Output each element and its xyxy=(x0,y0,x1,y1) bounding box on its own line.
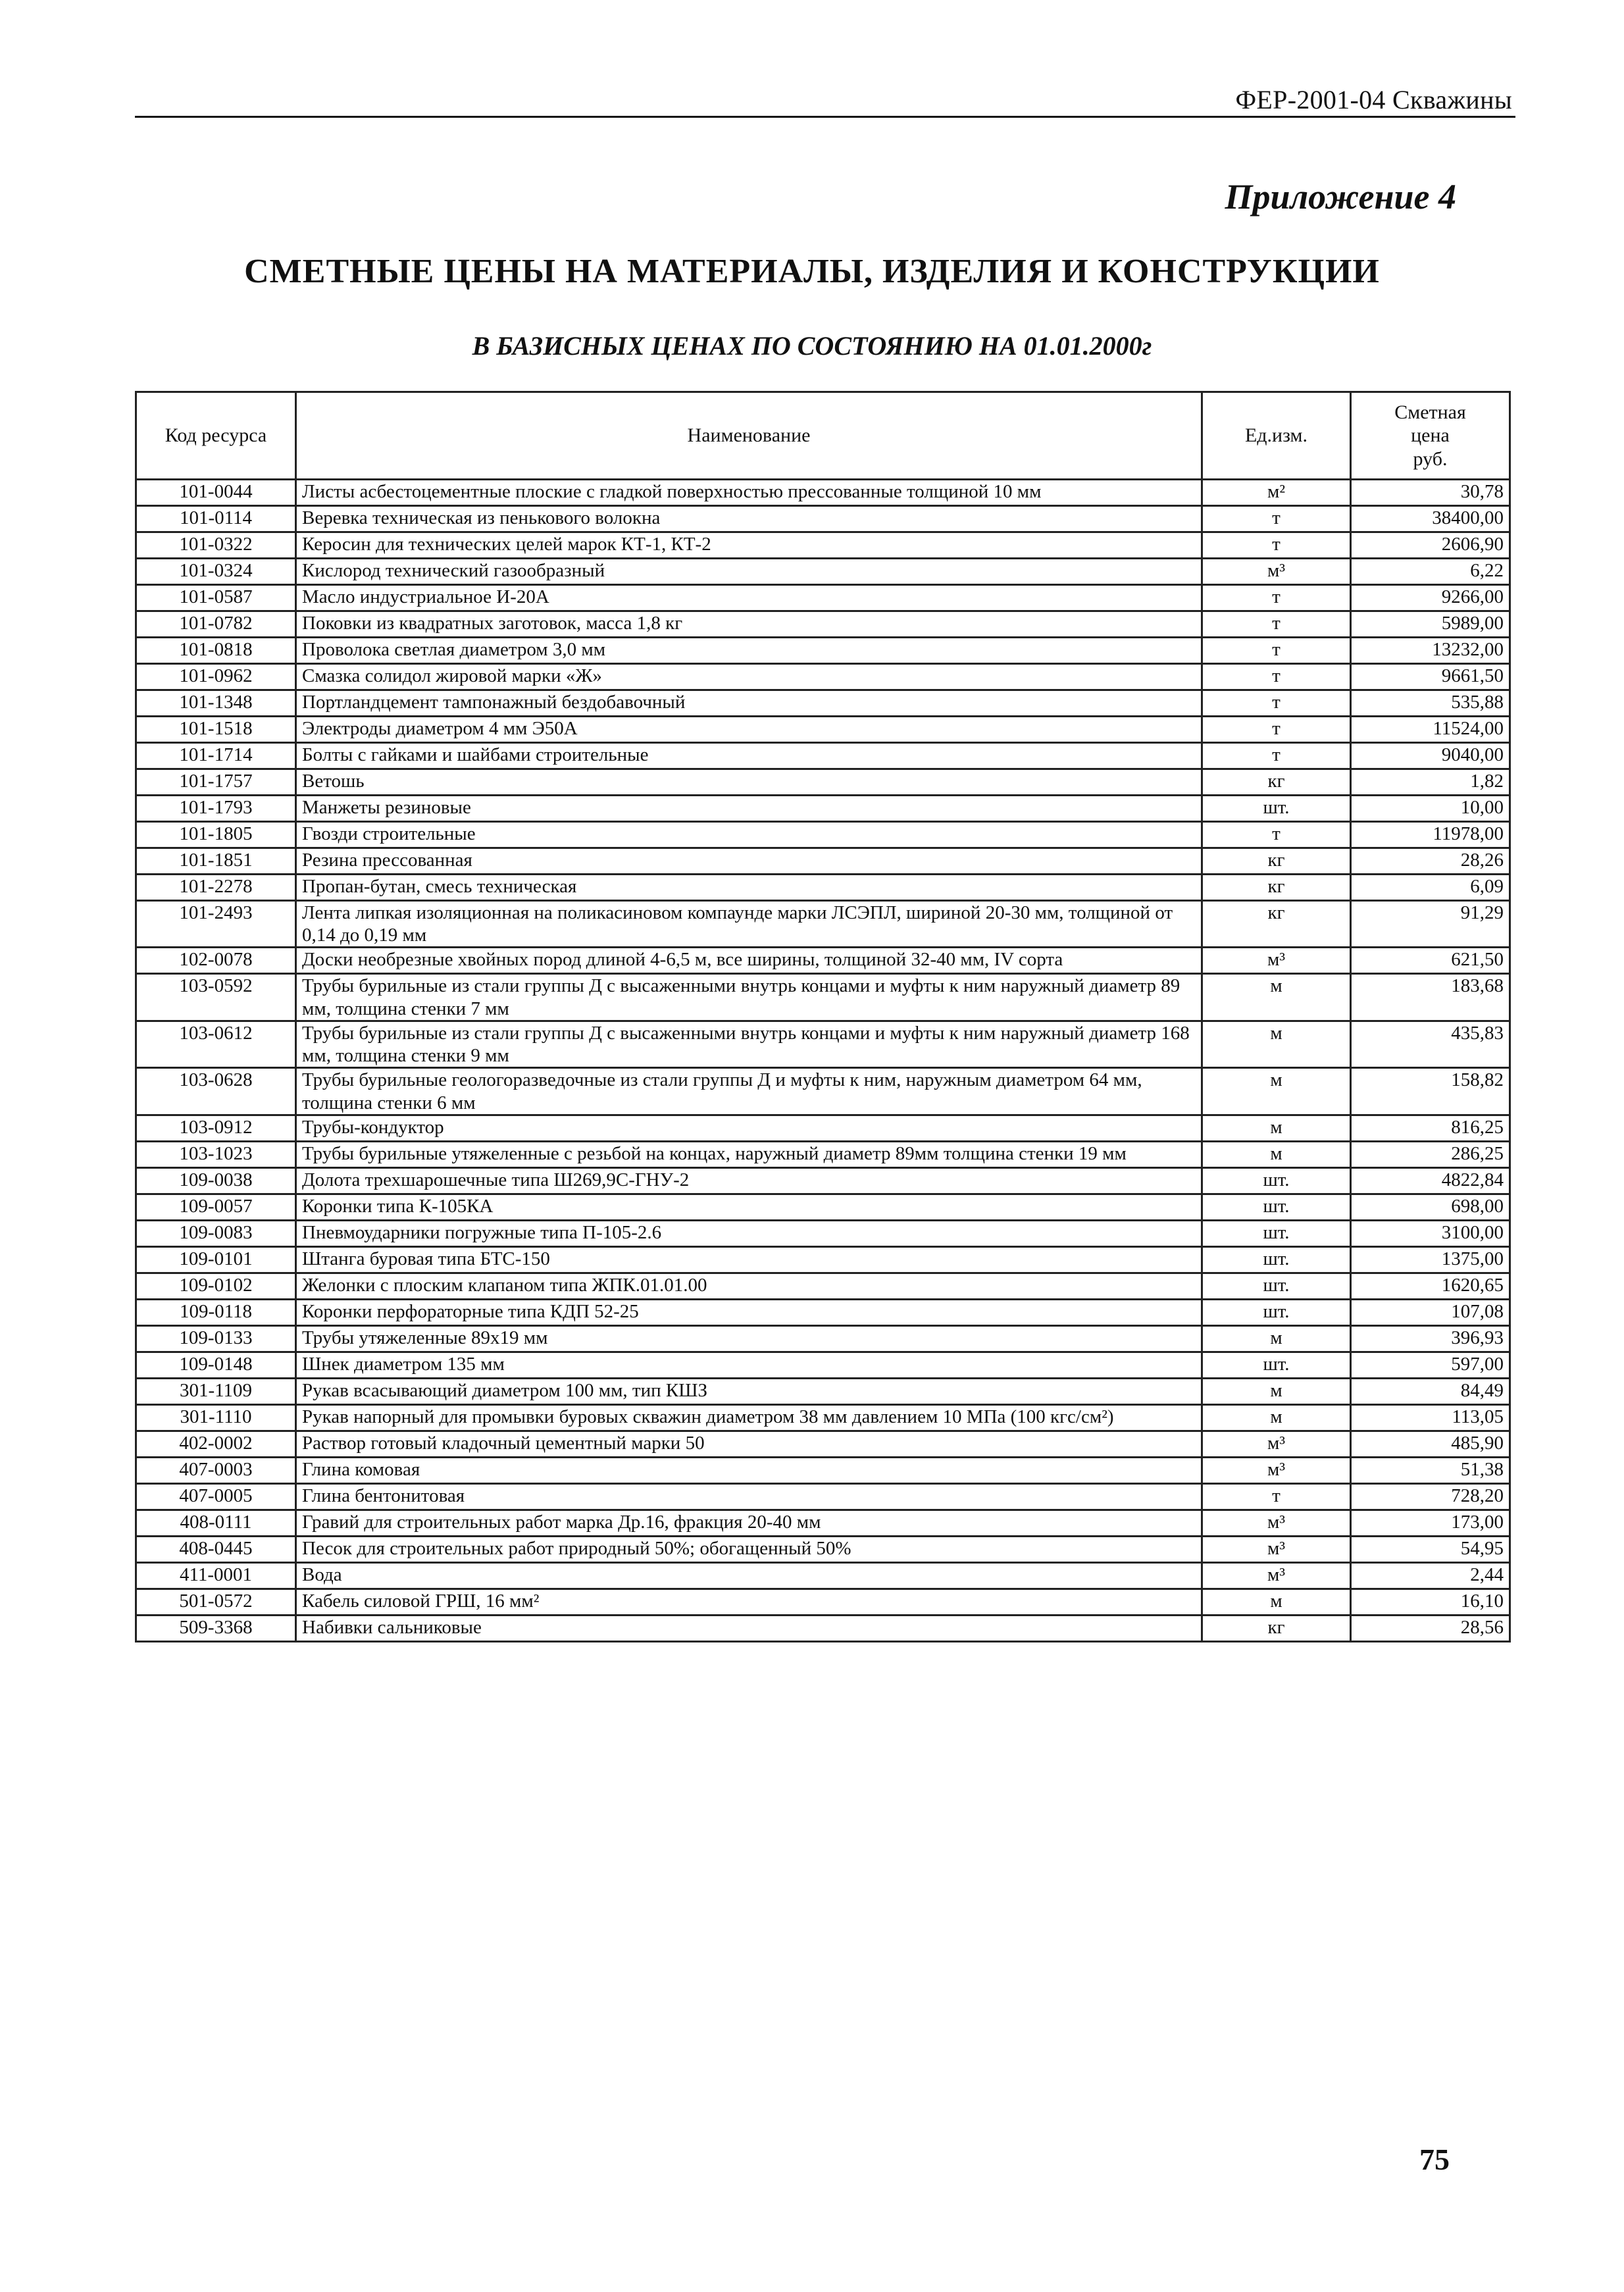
cell-price: 2606,90 xyxy=(1351,532,1510,559)
cell-price: 435,83 xyxy=(1351,1021,1510,1067)
cell-code: 408-0111 xyxy=(136,1510,296,1536)
cell-code: 101-0322 xyxy=(136,532,296,559)
cell-price: 286,25 xyxy=(1351,1141,1510,1167)
cell-price: 1375,00 xyxy=(1351,1246,1510,1273)
cell-price: 9266,00 xyxy=(1351,585,1510,611)
table-row xyxy=(136,638,1510,664)
cell-price: 396,93 xyxy=(1351,1325,1510,1352)
table-row xyxy=(136,1457,1510,1483)
cell-code: 101-0782 xyxy=(136,611,296,638)
table-row xyxy=(136,1510,1510,1536)
cell-price: 10,00 xyxy=(1351,796,1510,822)
cell-name: Пневмоударники погружные типа П-105-2.6 xyxy=(296,1220,1202,1246)
cell-name: Глина бентонитовая xyxy=(296,1483,1202,1510)
cell-unit: т xyxy=(1202,664,1351,690)
cell-unit: т xyxy=(1202,532,1351,559)
cell-unit: м xyxy=(1202,1115,1351,1141)
cell-code: 103-0612 xyxy=(136,1021,296,1067)
column-header-price-line1: Сметная xyxy=(1394,401,1466,423)
cell-name: Трубы бурильные из стали группы Д с высаженными внутрь концами и муфты к ним наружный диаметр 168 мм, толщина стенки 9 мм xyxy=(296,1021,1202,1067)
cell-name: Портландцемент тампонажный бездобавочный xyxy=(296,690,1202,717)
cell-name: Кислород технический газообразный xyxy=(296,559,1202,585)
cell-name: Масло индустриальное И-20А xyxy=(296,585,1202,611)
table-row xyxy=(136,1536,1510,1562)
cell-unit: т xyxy=(1202,611,1351,638)
cell-unit: м³ xyxy=(1202,1457,1351,1483)
table-row xyxy=(136,1431,1510,1457)
cell-price: 91,29 xyxy=(1351,901,1510,948)
table-row xyxy=(136,1378,1510,1404)
column-header-code: Код ресурса xyxy=(136,392,296,480)
cell-name: Трубы утяжеленные 89х19 мм xyxy=(296,1325,1202,1352)
cell-name: Смазка солидол жировой марки «Ж» xyxy=(296,664,1202,690)
table-row xyxy=(136,1115,1510,1141)
cell-code: 103-0912 xyxy=(136,1115,296,1141)
cell-unit: шт. xyxy=(1202,1220,1351,1246)
cell-name: Шнек диаметром 135 мм xyxy=(296,1352,1202,1378)
table-row xyxy=(136,901,1510,948)
table-row xyxy=(136,611,1510,638)
table-header-row xyxy=(136,392,1510,480)
cell-unit: м² xyxy=(1202,480,1351,506)
cell-price: 54,95 xyxy=(1351,1536,1510,1562)
column-header-name: Наименование xyxy=(296,392,1202,480)
cell-price: 816,25 xyxy=(1351,1115,1510,1141)
cell-name: Проволока светлая диаметром 3,0 мм xyxy=(296,638,1202,664)
cell-code: 101-0587 xyxy=(136,585,296,611)
cell-price: 107,08 xyxy=(1351,1299,1510,1325)
cell-unit: м xyxy=(1202,1068,1351,1115)
cell-name: Коронки перфораторные типа КДП 52-25 xyxy=(296,1299,1202,1325)
table-row xyxy=(136,875,1510,901)
cell-name: Манжеты резиновые xyxy=(296,796,1202,822)
table-row xyxy=(136,690,1510,717)
cell-code: 301-1110 xyxy=(136,1404,296,1431)
appendix-label: Приложение 4 xyxy=(1225,177,1456,216)
cell-name: Трубы-кондуктор xyxy=(296,1115,1202,1141)
header-divider xyxy=(135,116,1515,118)
cell-code: 109-0038 xyxy=(136,1167,296,1194)
cell-name: Кабель силовой ГРШ, 16 мм² xyxy=(296,1589,1202,1615)
cell-name: Керосин для технических целей марок КТ-1, КТ-2 xyxy=(296,532,1202,559)
table-row xyxy=(136,1167,1510,1194)
cell-code: 407-0005 xyxy=(136,1483,296,1510)
table-row xyxy=(136,948,1510,974)
cell-name: Глина комовая xyxy=(296,1457,1202,1483)
cell-code: 402-0002 xyxy=(136,1431,296,1457)
cell-name: Поковки из квадратных заготовок, масса 1,8 кг xyxy=(296,611,1202,638)
cell-name: Лента липкая изоляционная на поликасиновом компаунде марки ЛСЭПЛ, шириной 20-30 мм, толщиной от 0,14 до 0,19 мм xyxy=(296,901,1202,948)
cell-unit: кг xyxy=(1202,848,1351,875)
table-row xyxy=(136,796,1510,822)
cell-code: 109-0101 xyxy=(136,1246,296,1273)
cell-unit: м xyxy=(1202,1589,1351,1615)
cell-name: Желонки с плоским клапаном типа ЖПК.01.01.00 xyxy=(296,1273,1202,1299)
cell-price: 11978,00 xyxy=(1351,822,1510,848)
cell-code: 109-0083 xyxy=(136,1220,296,1246)
cell-code: 408-0445 xyxy=(136,1536,296,1562)
cell-price: 28,56 xyxy=(1351,1615,1510,1641)
cell-price: 9040,00 xyxy=(1351,743,1510,769)
table-row xyxy=(136,1615,1510,1641)
cell-unit: шт. xyxy=(1202,1352,1351,1378)
cell-price: 2,44 xyxy=(1351,1562,1510,1589)
cell-unit: м³ xyxy=(1202,559,1351,585)
cell-unit: м xyxy=(1202,1325,1351,1352)
cell-price: 4822,84 xyxy=(1351,1167,1510,1194)
table-row xyxy=(136,1068,1510,1115)
cell-price: 485,90 xyxy=(1351,1431,1510,1457)
cell-code: 501-0572 xyxy=(136,1589,296,1615)
table-row xyxy=(136,480,1510,506)
cell-code: 109-0148 xyxy=(136,1352,296,1378)
table-row xyxy=(136,1141,1510,1167)
cell-name: Резина прессованная xyxy=(296,848,1202,875)
cell-price: 1620,65 xyxy=(1351,1273,1510,1299)
cell-unit: м xyxy=(1202,1404,1351,1431)
column-header-price-line3: руб. xyxy=(1413,447,1448,470)
cell-price: 173,00 xyxy=(1351,1510,1510,1536)
cell-code: 109-0118 xyxy=(136,1299,296,1325)
cell-unit: т xyxy=(1202,690,1351,717)
cell-price: 183,68 xyxy=(1351,974,1510,1021)
cell-code: 102-0078 xyxy=(136,948,296,974)
cell-unit: т xyxy=(1202,717,1351,743)
cell-name: Рукав всасывающий диаметром 100 мм, тип КШЗ xyxy=(296,1378,1202,1404)
cell-unit: шт. xyxy=(1202,1299,1351,1325)
table-row xyxy=(136,506,1510,532)
cell-unit: м³ xyxy=(1202,1431,1351,1457)
cell-name: Пропан-бутан, смесь техническая xyxy=(296,875,1202,901)
cell-code: 103-0592 xyxy=(136,974,296,1021)
column-header-unit: Ед.изм. xyxy=(1202,392,1351,480)
cell-code: 301-1109 xyxy=(136,1378,296,1404)
cell-name: Электроды диаметром 4 мм Э50А xyxy=(296,717,1202,743)
cell-code: 407-0003 xyxy=(136,1457,296,1483)
table-row xyxy=(136,1220,1510,1246)
cell-unit: шт. xyxy=(1202,1273,1351,1299)
table-row xyxy=(136,822,1510,848)
table-row xyxy=(136,848,1510,875)
cell-name: Трубы бурильные утяжеленные с резьбой на концах, наружный диаметр 89мм толщина стенки 19 мм xyxy=(296,1141,1202,1167)
cell-price: 16,10 xyxy=(1351,1589,1510,1615)
cell-code: 101-0114 xyxy=(136,506,296,532)
table-row xyxy=(136,532,1510,559)
table-row xyxy=(136,1273,1510,1299)
cell-price: 51,38 xyxy=(1351,1457,1510,1483)
table-row xyxy=(136,559,1510,585)
cell-code: 109-0102 xyxy=(136,1273,296,1299)
page-subtitle: В БАЗИСНЫХ ЦЕНАХ ПО СОСТОЯНИЮ НА 01.01.2000г xyxy=(472,331,1152,361)
cell-code: 101-1714 xyxy=(136,743,296,769)
cell-name: Листы асбестоцементные плоские с гладкой поверхностью прессованные толщиной 10 мм xyxy=(296,480,1202,506)
page-number: 75 xyxy=(1419,2143,1450,2176)
cell-price: 38400,00 xyxy=(1351,506,1510,532)
cell-name: Веревка техническая из пенькового волокна xyxy=(296,506,1202,532)
cell-name: Набивки сальниковые xyxy=(296,1615,1202,1641)
document-code: ФЕР-2001-04 Скважины xyxy=(1235,85,1512,115)
cell-unit: т xyxy=(1202,822,1351,848)
price-table xyxy=(135,391,1511,1643)
cell-unit: шт. xyxy=(1202,1167,1351,1194)
cell-name: Долота трехшарошечные типа Ш269,9С-ГНУ-2 xyxy=(296,1167,1202,1194)
cell-code: 103-0628 xyxy=(136,1068,296,1115)
cell-code: 101-1851 xyxy=(136,848,296,875)
column-header-price-line2: цена xyxy=(1411,424,1450,447)
cell-price: 728,20 xyxy=(1351,1483,1510,1510)
cell-unit: м xyxy=(1202,1378,1351,1404)
cell-code: 101-0044 xyxy=(136,480,296,506)
table-row xyxy=(136,1404,1510,1431)
cell-name: Коронки типа К-105КА xyxy=(296,1194,1202,1220)
cell-price: 13232,00 xyxy=(1351,638,1510,664)
cell-price: 5989,00 xyxy=(1351,611,1510,638)
cell-price: 113,05 xyxy=(1351,1404,1510,1431)
cell-unit: т xyxy=(1202,743,1351,769)
cell-price: 158,82 xyxy=(1351,1068,1510,1115)
cell-price: 11524,00 xyxy=(1351,717,1510,743)
page-title: СМЕТНЫЕ ЦЕНЫ НА МАТЕРИАЛЫ, ИЗДЕЛИЯ И КОНСТРУКЦИИ xyxy=(244,253,1380,290)
cell-code: 101-1348 xyxy=(136,690,296,717)
cell-code: 101-1793 xyxy=(136,796,296,822)
cell-name: Раствор готовый кладочный цементный марки 50 xyxy=(296,1431,1202,1457)
cell-unit: т xyxy=(1202,1483,1351,1510)
table-row xyxy=(136,974,1510,1021)
table-row xyxy=(136,743,1510,769)
cell-unit: м xyxy=(1202,1021,1351,1067)
cell-name: Ветошь xyxy=(296,769,1202,796)
table-row xyxy=(136,769,1510,796)
cell-name: Вода xyxy=(296,1562,1202,1589)
cell-code: 101-2493 xyxy=(136,901,296,948)
cell-name: Трубы бурильные из стали группы Д с высаженными внутрь концами и муфты к ним наружный диаметр 89 мм, толщина стенки 7 мм xyxy=(296,974,1202,1021)
cell-price: 597,00 xyxy=(1351,1352,1510,1378)
cell-price: 30,78 xyxy=(1351,480,1510,506)
cell-price: 698,00 xyxy=(1351,1194,1510,1220)
cell-name: Доски необрезные хвойных пород длиной 4-6,5 м, все ширины, толщиной 32-40 мм, IV сорта xyxy=(296,948,1202,974)
cell-unit: шт. xyxy=(1202,1194,1351,1220)
table-row xyxy=(136,1194,1510,1220)
cell-unit: т xyxy=(1202,585,1351,611)
cell-unit: м xyxy=(1202,1141,1351,1167)
table-row xyxy=(136,1483,1510,1510)
table-row xyxy=(136,1562,1510,1589)
column-header-price xyxy=(1351,392,1510,480)
cell-unit: кг xyxy=(1202,1615,1351,1641)
cell-code: 101-0818 xyxy=(136,638,296,664)
cell-unit: кг xyxy=(1202,769,1351,796)
cell-price: 1,82 xyxy=(1351,769,1510,796)
table-row xyxy=(136,1299,1510,1325)
cell-unit: м³ xyxy=(1202,1536,1351,1562)
cell-unit: шт. xyxy=(1202,1246,1351,1273)
cell-price: 84,49 xyxy=(1351,1378,1510,1404)
cell-unit: т xyxy=(1202,506,1351,532)
table-row xyxy=(136,1352,1510,1378)
cell-code: 101-0962 xyxy=(136,664,296,690)
cell-price: 6,22 xyxy=(1351,559,1510,585)
cell-name: Болты с гайками и шайбами строительные xyxy=(296,743,1202,769)
table-row xyxy=(136,585,1510,611)
cell-name: Рукав напорный для промывки буровых скважин диаметром 38 мм давлением 10 МПа (100 кгс/см²) xyxy=(296,1404,1202,1431)
cell-price: 535,88 xyxy=(1351,690,1510,717)
cell-name: Песок для строительных работ природный 50%; обогащенный 50% xyxy=(296,1536,1202,1562)
table-row xyxy=(136,717,1510,743)
table-row xyxy=(136,1325,1510,1352)
cell-code: 101-1805 xyxy=(136,822,296,848)
cell-code: 101-0324 xyxy=(136,559,296,585)
table-row xyxy=(136,1589,1510,1615)
cell-name: Штанга буровая типа БТС-150 xyxy=(296,1246,1202,1273)
table-body xyxy=(136,480,1510,1642)
cell-name: Трубы бурильные геологоразведочные из стали группы Д и муфты к ним, наружным диаметром 64 мм, толщина стенки 6 мм xyxy=(296,1068,1202,1115)
cell-code: 509-3368 xyxy=(136,1615,296,1641)
cell-code: 109-0133 xyxy=(136,1325,296,1352)
cell-unit: т xyxy=(1202,638,1351,664)
cell-code: 109-0057 xyxy=(136,1194,296,1220)
cell-code: 101-1757 xyxy=(136,769,296,796)
cell-unit: м³ xyxy=(1202,1562,1351,1589)
cell-unit: м xyxy=(1202,974,1351,1021)
cell-code: 101-2278 xyxy=(136,875,296,901)
cell-price: 9661,50 xyxy=(1351,664,1510,690)
cell-price: 3100,00 xyxy=(1351,1220,1510,1246)
table-row xyxy=(136,1021,1510,1067)
cell-unit: кг xyxy=(1202,875,1351,901)
cell-price: 28,26 xyxy=(1351,848,1510,875)
cell-price: 621,50 xyxy=(1351,948,1510,974)
cell-code: 103-1023 xyxy=(136,1141,296,1167)
cell-code: 101-1518 xyxy=(136,717,296,743)
cell-unit: шт. xyxy=(1202,796,1351,822)
cell-unit: м³ xyxy=(1202,948,1351,974)
cell-name: Гвозди строительные xyxy=(296,822,1202,848)
cell-code: 411-0001 xyxy=(136,1562,296,1589)
table-row xyxy=(136,664,1510,690)
cell-unit: кг xyxy=(1202,901,1351,948)
cell-name: Гравий для строительных работ марка Др.16, фракция 20-40 мм xyxy=(296,1510,1202,1536)
cell-price: 6,09 xyxy=(1351,875,1510,901)
cell-unit: м³ xyxy=(1202,1510,1351,1536)
table-row xyxy=(136,1246,1510,1273)
